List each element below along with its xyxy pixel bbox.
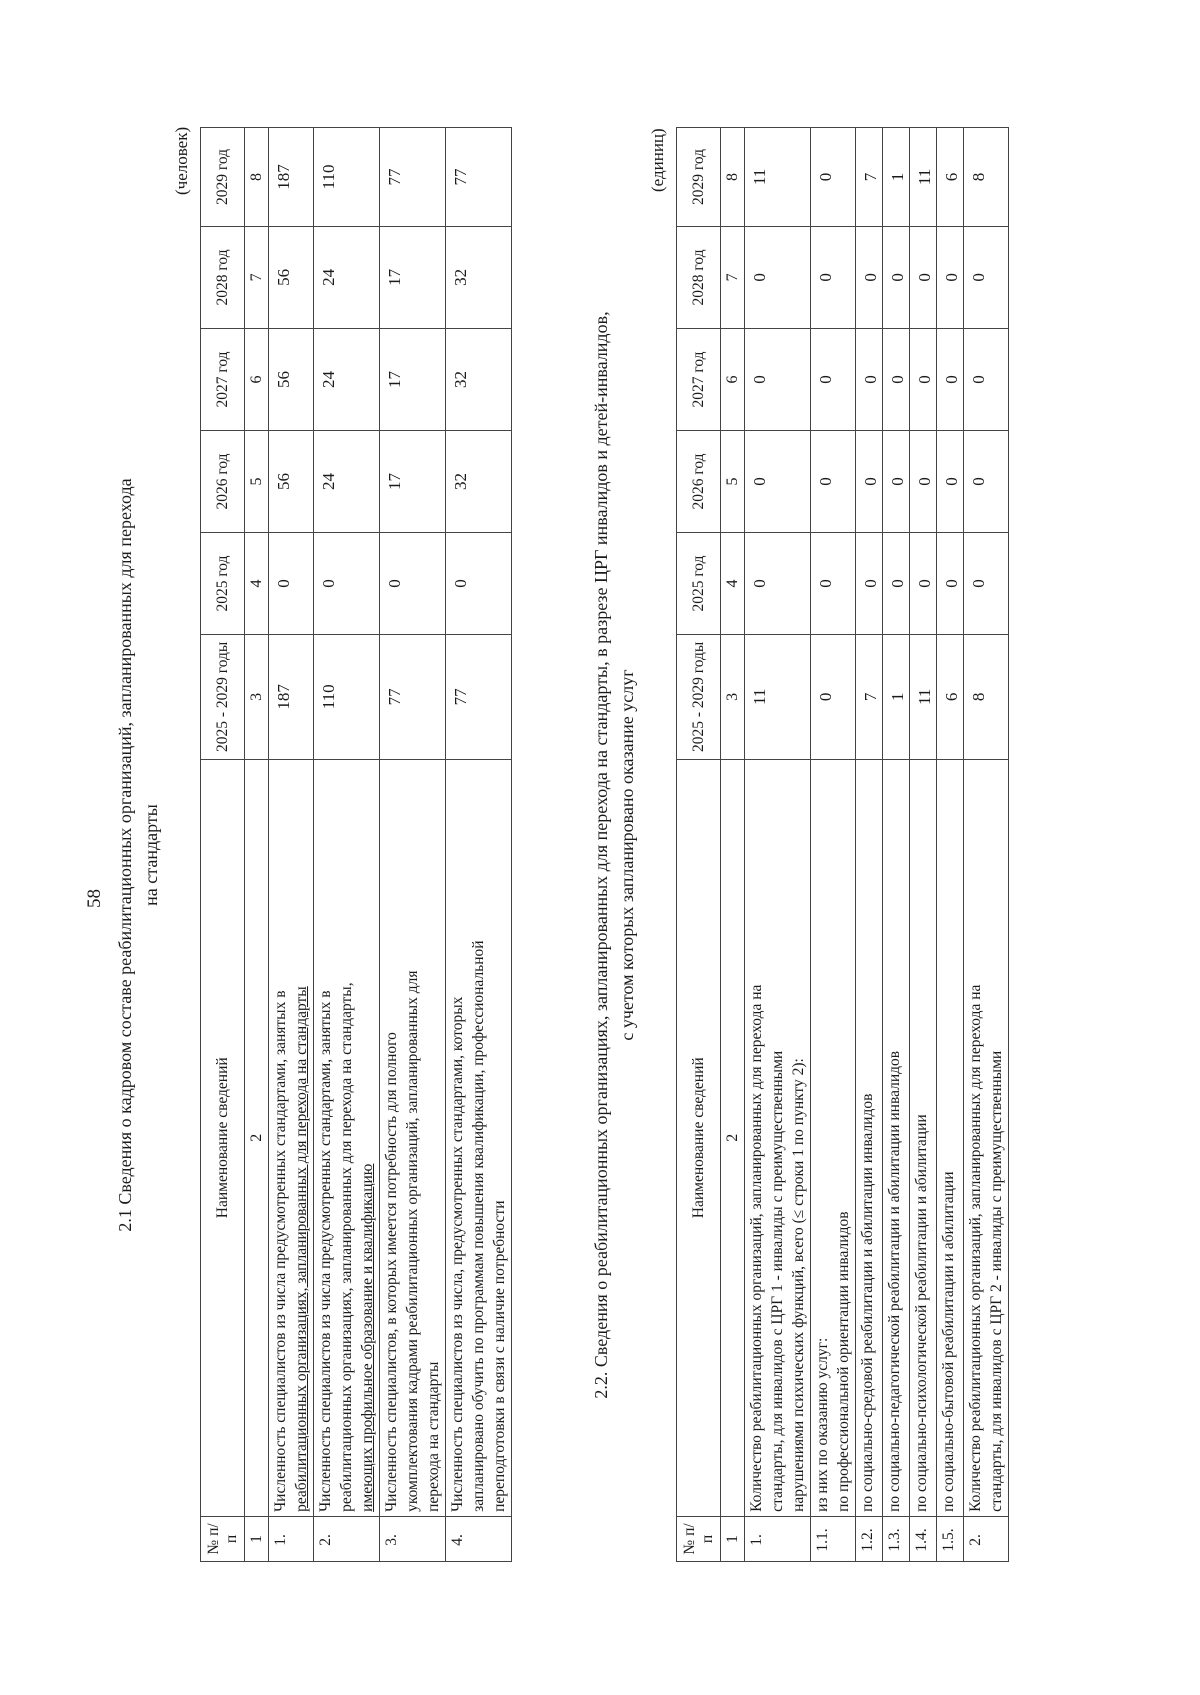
row-name-line: Численность специалистов из числа, предусмотренных стандартами, которых <box>449 996 466 1512</box>
header-2026: 2026 год <box>677 430 721 532</box>
table-row <box>269 128 314 1562</box>
table-row <box>380 128 446 1562</box>
value-cell: 6 <box>937 128 964 227</box>
row-number: 1.1. <box>811 1516 856 1561</box>
value-cell: 0 <box>910 430 937 532</box>
row-number: 1. <box>269 1516 314 1561</box>
section1-table <box>200 127 512 1562</box>
value-cell: 0 <box>811 635 856 760</box>
table-row <box>314 128 380 1562</box>
header-2029: 2029 год <box>201 128 245 227</box>
section1-title-line: 2.1 Сведения о кадровом составе реабилитационных организаций, запланированных для перехода <box>115 478 135 1232</box>
value-cell: 0 <box>883 430 910 532</box>
row-name-line: по социально-педагогической реабилитации и абилитации инвалидов <box>886 1050 903 1512</box>
row-name-line: стандарты, для инвалидов с ЦРГ 2 - инвалиды с преимущественными <box>988 1050 1005 1512</box>
value-cell: 0 <box>964 430 1009 532</box>
value-cell: 0 <box>811 328 856 430</box>
row-number: 1. <box>745 1516 811 1561</box>
value-cell: 24 <box>314 328 380 430</box>
value-cell: 0 <box>883 328 910 430</box>
value-cell: 0 <box>856 226 883 328</box>
row-name-line: по профессиональной ориентации инвалидов <box>835 1211 852 1512</box>
column-number-row <box>245 128 269 1562</box>
value-cell: 11 <box>910 635 937 760</box>
column-number: 3 <box>245 635 269 760</box>
value-cell: 0 <box>745 226 811 328</box>
row-name-line: Численность специалистов из числа предусмотренных стандартами, занятых в <box>317 990 334 1512</box>
value-cell: 0 <box>811 226 856 328</box>
header-period: 2025 - 2029 годы <box>677 635 721 760</box>
value-cell: 77 <box>380 128 446 227</box>
value-cell: 0 <box>856 533 883 635</box>
value-cell: 110 <box>314 635 380 760</box>
value-cell: 0 <box>811 430 856 532</box>
table-header-row <box>677 128 721 1562</box>
section1-title-line: на стандарты <box>141 804 161 906</box>
value-cell: 0 <box>380 533 446 635</box>
column-number: 1 <box>245 1516 269 1561</box>
section1-unit: (человек) <box>172 126 191 195</box>
column-number-row <box>721 128 745 1562</box>
value-cell: 7 <box>856 635 883 760</box>
value-cell: 11 <box>745 128 811 227</box>
column-number: 5 <box>245 430 269 532</box>
row-number: 1.5. <box>937 1516 964 1561</box>
section2-title-line: с учетом которых запланировано оказание услуг <box>617 669 637 1041</box>
header-2026: 2026 год <box>201 430 245 532</box>
value-cell: 0 <box>811 533 856 635</box>
column-number: 7 <box>245 226 269 328</box>
section1-title <box>112 145 164 1565</box>
value-cell: 1 <box>883 635 910 760</box>
column-number: 4 <box>245 533 269 635</box>
row-name-line: переподготовки в связи с наличие потребности <box>491 1200 508 1512</box>
value-cell: 32 <box>446 430 512 532</box>
value-cell: 0 <box>910 533 937 635</box>
row-name <box>883 759 910 1516</box>
column-number: 6 <box>245 328 269 430</box>
row-name-line: стандарты, для инвалидов с ЦРГ 1 - инвалиды с преимущественными <box>769 1050 786 1512</box>
value-cell: 17 <box>380 430 446 532</box>
table-header-row <box>201 128 245 1562</box>
row-name <box>745 759 811 1516</box>
header-name: Наименование сведений <box>677 759 721 1516</box>
section2-title-line: 2.2. Сведения о реабилитационных организациях, запланированных для перехода на стандарты, в разрезе ЦРГ инвалидов и детей-инвалидов, <box>591 311 611 1399</box>
row-number: 1.3. <box>883 1516 910 1561</box>
value-cell: 0 <box>745 533 811 635</box>
value-cell: 0 <box>446 533 512 635</box>
value-cell: 0 <box>883 533 910 635</box>
table-row <box>446 128 512 1562</box>
header-2027: 2027 год <box>677 328 721 430</box>
value-cell: 110 <box>314 128 380 227</box>
value-cell: 0 <box>910 328 937 430</box>
value-cell: 17 <box>380 328 446 430</box>
section2-unit: (единиц) <box>648 128 667 192</box>
header-num: № п/п <box>201 1516 245 1561</box>
row-name <box>269 759 314 1516</box>
header-name: Наименование сведений <box>201 759 245 1516</box>
column-number: 8 <box>721 128 745 227</box>
header-num: № п/п <box>677 1516 721 1561</box>
header-2027: 2027 год <box>201 328 245 430</box>
value-cell: 11 <box>745 635 811 760</box>
value-cell: 187 <box>269 635 314 760</box>
value-cell: 0 <box>811 128 856 227</box>
row-name <box>964 759 1009 1516</box>
row-name <box>910 759 937 1516</box>
row-name-line: из них по оказанию услуг: <box>814 1337 831 1512</box>
value-cell: 0 <box>745 328 811 430</box>
row-name-line: по социально-бытовой реабилитации и абилитации <box>940 1171 957 1512</box>
row-number: 2. <box>314 1516 380 1561</box>
row-name <box>446 759 512 1516</box>
column-number: 4 <box>721 533 745 635</box>
value-cell: 56 <box>269 226 314 328</box>
value-cell: 0 <box>937 430 964 532</box>
column-number: 5 <box>721 430 745 532</box>
value-cell: 6 <box>937 635 964 760</box>
header-2025: 2025 год <box>201 533 245 635</box>
value-cell: 32 <box>446 328 512 430</box>
header-2028: 2028 год <box>677 226 721 328</box>
value-cell: 24 <box>314 430 380 532</box>
header-2028: 2028 год <box>201 226 245 328</box>
row-name-line: укомплектования кадрами реабилитационных организаций, запланированных для <box>404 970 421 1512</box>
value-cell: 1 <box>883 128 910 227</box>
header-period: 2025 - 2029 годы <box>201 635 245 760</box>
value-cell: 0 <box>856 430 883 532</box>
row-name-line: по социально-психологической реабилитации и абилитации <box>913 1114 930 1512</box>
value-cell: 0 <box>910 226 937 328</box>
value-cell: 0 <box>964 226 1009 328</box>
row-name <box>380 759 446 1516</box>
column-number: 8 <box>245 128 269 227</box>
value-cell: 24 <box>314 226 380 328</box>
value-cell: 187 <box>269 128 314 227</box>
row-name <box>856 759 883 1516</box>
value-cell: 56 <box>269 328 314 430</box>
row-name-line: имеющих профильное образование и квалификацию <box>359 1163 376 1512</box>
value-cell: 7 <box>856 128 883 227</box>
column-number: 6 <box>721 328 745 430</box>
row-name-line: перехода на стандарты <box>425 1361 442 1512</box>
table-row <box>745 128 811 1562</box>
value-cell: 11 <box>910 128 937 227</box>
value-cell: 8 <box>964 635 1009 760</box>
value-cell: 0 <box>856 328 883 430</box>
value-cell: 0 <box>937 328 964 430</box>
column-number: 1 <box>721 1516 745 1561</box>
table-row <box>964 128 1009 1562</box>
value-cell: 56 <box>269 430 314 532</box>
page-number: 58 <box>84 889 105 908</box>
row-name-line: Численность специалистов, в которых имеется потребность для полного <box>383 1032 400 1512</box>
row-number: 1.4. <box>910 1516 937 1561</box>
column-number: 2 <box>245 759 269 1516</box>
value-cell: 0 <box>937 533 964 635</box>
value-cell: 0 <box>937 226 964 328</box>
value-cell: 0 <box>964 533 1009 635</box>
table-row <box>883 128 910 1562</box>
column-number: 2 <box>721 759 745 1516</box>
header-2025: 2025 год <box>677 533 721 635</box>
row-name-line: нарушениями психических функций, всего (≤ строки 1 по пункту 2): <box>790 1058 807 1512</box>
row-name-line: Количество реабилитационных организаций, запланированных для перехода на <box>967 984 984 1512</box>
row-name <box>811 759 856 1516</box>
column-number: 3 <box>721 635 745 760</box>
row-name <box>314 759 380 1516</box>
table-row <box>937 128 964 1562</box>
value-cell: 32 <box>446 226 512 328</box>
section2-table <box>676 127 1009 1562</box>
value-cell: 17 <box>380 226 446 328</box>
section2-title <box>588 145 640 1565</box>
row-name-line: Численность специалистов из числа предусмотренных стандартами, занятых в <box>272 990 289 1512</box>
value-cell: 77 <box>380 635 446 760</box>
table-row <box>910 128 937 1562</box>
value-cell: 0 <box>883 226 910 328</box>
value-cell: 0 <box>269 533 314 635</box>
row-name <box>937 759 964 1516</box>
column-number: 7 <box>721 226 745 328</box>
value-cell: 77 <box>446 635 512 760</box>
value-cell: 8 <box>964 128 1009 227</box>
row-name-line: реабилитационных организациях, запланированных для перехода на стандарты, <box>338 982 355 1512</box>
table-row <box>856 128 883 1562</box>
row-number: 2. <box>964 1516 1009 1561</box>
row-name-line: запланировано обучить по программам повышения квалификации, профессиональной <box>470 940 487 1512</box>
row-number: 1.2. <box>856 1516 883 1561</box>
value-cell: 0 <box>314 533 380 635</box>
row-name-line: реабилитационных организациях, запланированных для перехода на стандарты <box>293 986 310 1512</box>
value-cell: 0 <box>745 430 811 532</box>
value-cell: 77 <box>446 128 512 227</box>
header-2029: 2029 год <box>677 128 721 227</box>
row-number: 4. <box>446 1516 512 1561</box>
value-cell: 0 <box>964 328 1009 430</box>
row-name-line: по социально-средовой реабилитации и абилитации инвалидов <box>859 1093 876 1512</box>
row-name-line: Количество реабилитационных организаций, запланированных для перехода на <box>748 984 765 1512</box>
row-number: 3. <box>380 1516 446 1561</box>
table-row <box>811 128 856 1562</box>
